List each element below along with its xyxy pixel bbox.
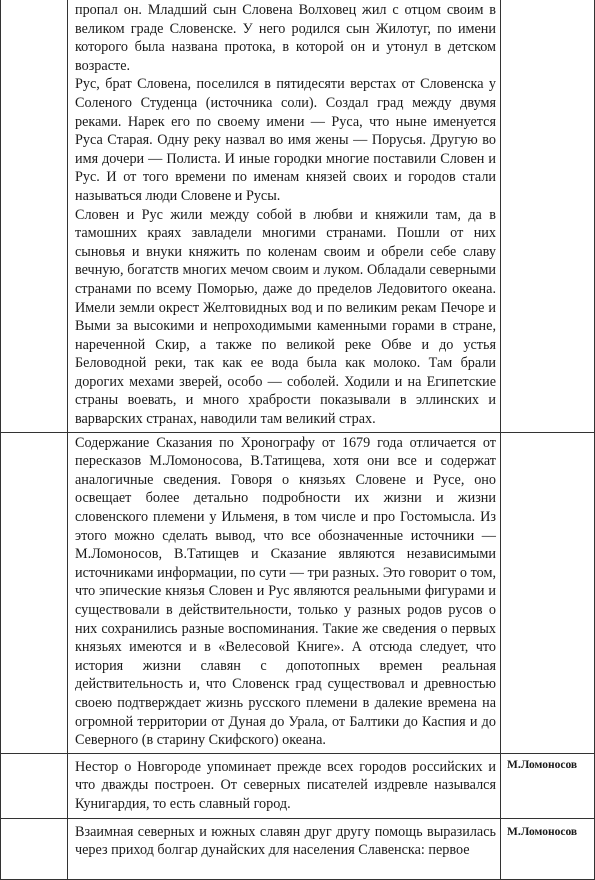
empty-left-cell: [1, 818, 68, 879]
paragraph: Рус, брат Словена, поселился в пятидесяти верстах от Словенска у Соленого Студенца (источника соли). Создал град между двумя реками. Нарек его по своему имени — Руса, что ныне именуется Руса Старая. Одну реку назвал во имя жены — Порусья. Другую во имя дочери — Полиста. И иные городки многие поставили Словен и Рус. И от того времени по именам князей своих и городов стали называться люди Словене и Русы.: [75, 76, 496, 204]
author-cell: [501, 0, 595, 432]
empty-left-cell: [1, 0, 68, 432]
empty-left-cell: [1, 753, 68, 818]
table-row: [1, 753, 595, 818]
text-cell: [68, 753, 501, 818]
paragraph: Взаимная северных и южных славян друг другу помощь выразилась через приход болгар дунайских для населения Славенска: первое: [75, 823, 496, 859]
text-cell: [68, 818, 501, 879]
author-cell: [501, 432, 595, 753]
paragraph: пропал он. Младший сын Словена Волховец жил с отцом своим в великом граде Словенске. У него родился сын Жилотуг, по имени которого была названа протока, в которой он и утонул в детском возрасте.: [75, 2, 496, 74]
paragraph: Нестор о Новгороде упоминает прежде всех городов российских и что дважды построен. От северных писателей издревле назывался Кунигардия, то есть славный город.: [75, 758, 496, 812]
empty-left-cell: [1, 432, 68, 753]
author-label: [501, 433, 594, 437]
author-label: М.Ломоносов: [507, 758, 578, 771]
text-cell: [68, 0, 501, 432]
author-label: М.Ломоносов: [507, 825, 578, 838]
table-row: [1, 818, 595, 879]
paragraph: Словен и Рус жили между собой в любви и княжили там, да в тамошних краях завладели многими странами. Пошли от них сыновья и внуки княжить по коленам своим и обрели себе славу вечную, богатств многих мечом своим и луком. Обладали северными странами по всему Поморью, даже до пределов Ледовитого океана. Имели земли окрест Желтовидных вод и по великим рекам Печоре и Выми за высокими и непроходимыми каменными горами в стране, нареченной Скир, а также по великой реке Обве и до устья Беловодной реки, так как ее вода была как молоко. Там брали дорогих мехами зверей, особо — соболей. Ходили и на Египетские страны воевать, и много храбрости показывали в эллинских и варварских странах, наводили там великий страх.: [75, 206, 496, 428]
table-row: [1, 432, 595, 753]
author-cell: [501, 818, 595, 879]
table-row: [1, 0, 595, 432]
text-cell: [68, 432, 501, 753]
author-label: [501, 0, 594, 4]
paragraph: Содержание Сказания по Хронографу от 1679 года отличается от пересказов М.Ломоносова, В.Татищева, хотя они все и содержат аналогичные сведения. Говоря о князьях Словене и Русе, оно освещает более детально подробности их жизни и жизни словенского племени у Ильменя, в том числе и про Гостомысла. Из этого можно сделать вывод, что все обозначенные источники — М.Ломоносов, В.Татищев и Сказание являются независимыми источниками информации, по сути — три разных. Это говорит о том, что эпические князья Словен и Рус являются реальными фигурами и существовали в действительности, только у разных родов русов о них сохранились разные воспоминания. Такие же сведения о первых князьях имеются и в «Велесовой Книге». А отсюда следует, что история жизни славян с допотопных времен реальная действительность и, что Словенск град существовал и древностью своею подтверждает жизнь русского племени в далекие времена на огромной территории от Дуная до Урала, от Балтики до Каспия и до Северного (в старину Скифского) океана.: [75, 434, 496, 749]
author-cell: [501, 753, 595, 818]
